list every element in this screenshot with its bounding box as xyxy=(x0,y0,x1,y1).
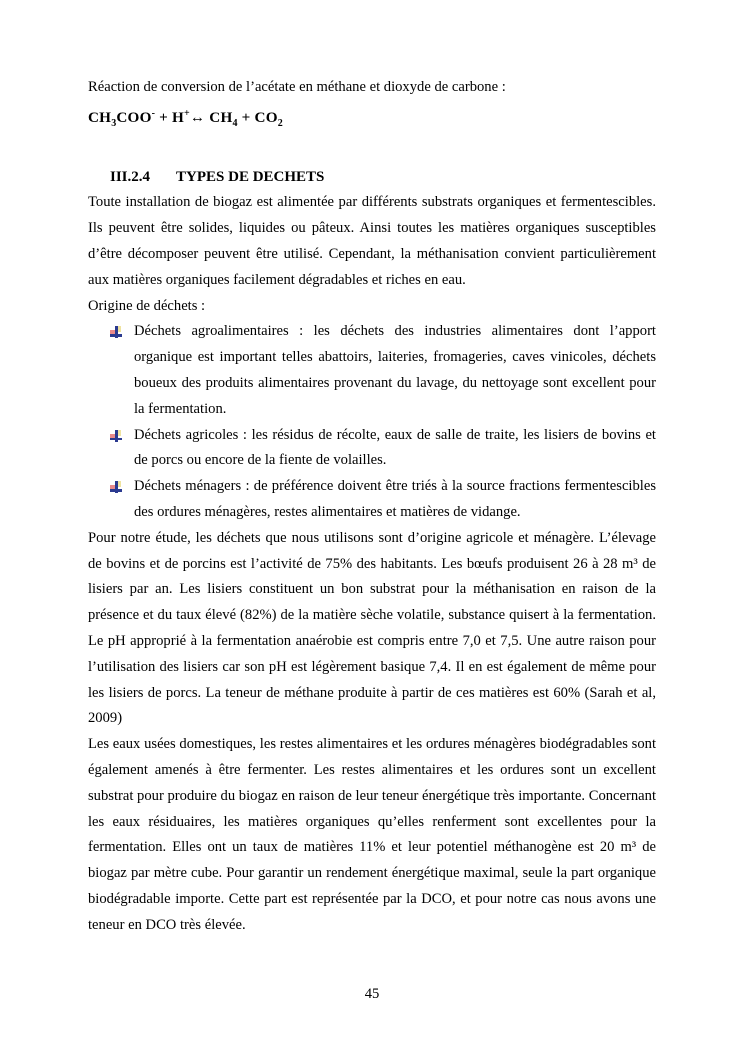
paragraph-domestic-wastewater: Les eaux usées domestiques, les restes alimentaires et les ordures ménagères biodégradables sont également amenés à être fermenter. Les restes alimentaires et les ordures sont un excellent substrat pour produire du biogaz en raison de leur teneur énergétique très importante. Concernant les eaux résiduaires, les matières organiques qu’elles renferment sont excellentes pour la fermentation. Elles ont un taux de matières 11% et leur potentiel méthanogène est 20 m³ de biogaz par mètre cube. Pour garantir un rendement énergétique maximal, seule la part organique biodégradable importe. Cette part est représentée par la DCO, et pour notre cas nous avons une teneur en DCO très élevée. xyxy=(88,736,656,933)
section-title: TYPES DE DECHETS xyxy=(176,168,325,185)
page-number: 45 xyxy=(364,986,380,1002)
waste-types-list xyxy=(88,319,656,525)
reaction-caption: Réaction de conversion de l’acétate en méthane et dioxyde de carbone : xyxy=(88,79,506,95)
colored-arrow-bullet-icon xyxy=(110,481,122,493)
section-heading xyxy=(88,165,656,191)
list-item-text: Déchets agroalimentaires : les déchets des industries alimentaires dont l’apport organique est important telles abattoirs, laiteries, fromageries, caves vinicoles, déchets boueux des produits alimentaires provenant du lavage, du nettoyage sont excellent pour la fermentation. xyxy=(134,323,656,417)
list-item-agricultural-waste xyxy=(88,423,656,475)
colored-arrow-bullet-icon xyxy=(110,326,122,338)
chemical-equation: $CH_3COO^-$ + H+↔ $CH_4 + CO_2$ xyxy=(88,107,283,129)
list-item-agrofood-waste xyxy=(88,319,656,422)
paragraph-substrates: Toute installation de biogaz est alimentée par différents substrats organiques et fermentescibles. Ils peuvent être solides, liquides ou pâteux. Ainsi toutes les matières organiques susceptibles d’être décomposer peuvent être utilisé. Cependant, la méthanisation convient particulièrement aux matières organiques facilement dégradables et riches en eau. xyxy=(88,194,656,288)
list-item-text: Déchets ménagers : de préférence doivent être triés à la source fractions fermentescibles des ordures ménagères, restes alimentaires et matières de vidange. xyxy=(134,478,656,521)
paragraph-study-wastes: Pour notre étude, les déchets que nous utilisons sont d’origine agricole et ménagère. L’élevage de bovins et de porcins est l’activité de 75% des habitants. Les bœufs produisent 26 à 28 m³ de lisiers par an. Les lisiers constituent un bon substrat pour la méthanisation en raison de la présence et du taux élevé (82%) de la matière sèche volatile, substance quisert à la fermentation. Le pH approprié à la fermentation anaérobie est compris entre 7,0 et 7,5. Une autre raison pour l’utilisation des lisiers car son pH est légèrement basique 7,4. Il en est également de même pour les lisiers de porcs. La teneur de méthane produite à partir de ces matières est 60% (Sarah et al, 2009) xyxy=(88,529,656,727)
list-item-text: Déchets agricoles : les résidus de récolte, eaux de salle de traite, les lisiers de bovins et de porcs ou encore de la fiente de volailles. xyxy=(134,426,656,469)
document-content xyxy=(88,75,656,939)
list-item-household-waste xyxy=(88,474,656,526)
section-number: III.2.4 xyxy=(110,168,151,185)
colored-arrow-bullet-icon xyxy=(110,430,122,442)
origin-label: Origine de déchets : xyxy=(88,297,206,314)
